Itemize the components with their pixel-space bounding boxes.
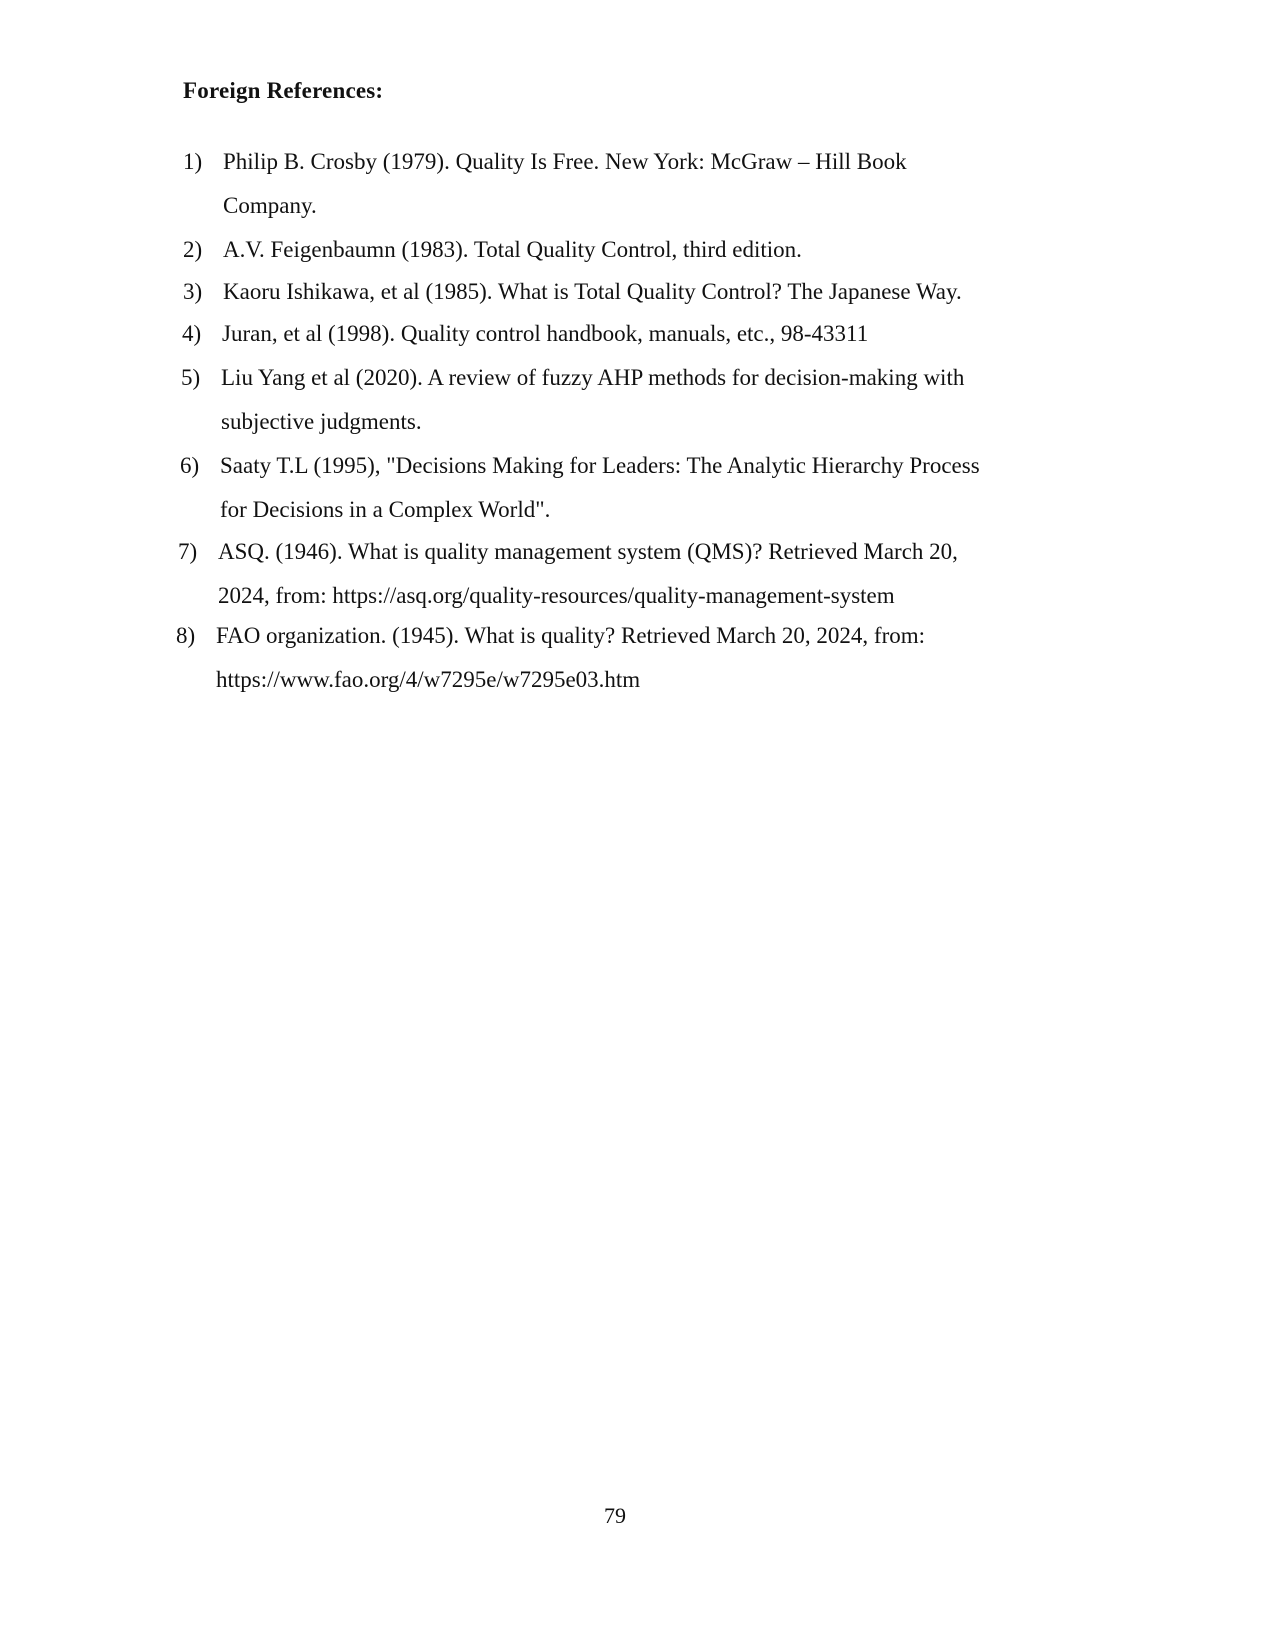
reference-item-1 <box>183 140 907 228</box>
reference-text-continued: https://www.fao.org/4/w7295e/w7295e03.htm <box>216 667 641 692</box>
reference-number: 7) <box>178 539 198 564</box>
reference-number: 6) <box>180 453 200 478</box>
reference-number: 5) <box>181 365 201 390</box>
reference-text-continued: Company. <box>223 193 317 218</box>
page-number: 79 <box>604 1503 626 1528</box>
reference-item-4 <box>182 312 868 356</box>
reference-item-5 <box>181 356 964 444</box>
reference-text: Juran, et al (1998). Quality control handbook, manuals, etc., 98-43311 <box>222 321 869 346</box>
reference-text: Kaoru Ishikawa, et al (1985). What is Total Quality Control? The Japanese Way. <box>223 279 962 304</box>
reference-text: Saaty T.L (1995), "Decisions Making for Leaders: The Analytic Hierarchy Process <box>220 453 980 478</box>
reference-number: 1) <box>183 149 203 174</box>
reference-item-3 <box>183 270 962 314</box>
reference-number: 2) <box>183 237 203 262</box>
reference-item-8 <box>176 614 925 702</box>
reference-item-7 <box>178 530 958 618</box>
reference-text: Liu Yang et al (2020). A review of fuzzy AHP methods for decision-making with <box>221 365 965 390</box>
reference-text-continued: for Decisions in a Complex World". <box>220 497 551 522</box>
reference-text: ASQ. (1946). What is quality management system (QMS)? Retrieved March 20, <box>218 539 958 564</box>
reference-text-continued: 2024, from: https://asq.org/quality-resources/quality-management-system <box>218 583 895 608</box>
reference-item-6 <box>180 444 980 532</box>
reference-item-2 <box>183 228 802 272</box>
section-heading: Foreign References: <box>183 78 384 103</box>
reference-text: Philip B. Crosby (1979). Quality Is Free. New York: McGraw – Hill Book <box>223 149 907 174</box>
reference-text: A.V. Feigenbaumn (1983). Total Quality Control, third edition. <box>223 237 802 262</box>
reference-number: 4) <box>182 321 202 346</box>
reference-number: 3) <box>183 279 203 304</box>
reference-number: 8) <box>176 623 196 648</box>
reference-text-continued: subjective judgments. <box>221 409 422 434</box>
reference-text: FAO organization. (1945). What is quality? Retrieved March 20, 2024, from: <box>216 623 926 648</box>
